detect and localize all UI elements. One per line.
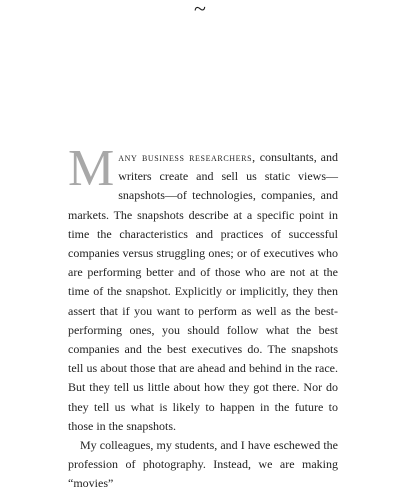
lead-in-small-caps: any business researchers,	[118, 150, 256, 164]
paragraph-2	[68, 436, 338, 494]
paragraph-2-text: My colleagues, my students, and I have eschewed the profession of photography. Instead, we are making “movies”	[68, 438, 338, 491]
paragraph-1-body: consultants, and writers create and sell us static views—snapshots—of technologies, companies, and markets. The snapshots describe at a specific point in time the characteristics and practices of successful companies versus struggling ones; or of executives who are performing better and of those who are not at the time of the snapshot. Explicitly or implicitly, they then assert that if you want to perform as well as the best-performing ones, you should follow what the best companies and the best executives do. The snapshots tell us about those that are ahead and behind in the race. But they tell us little about how they got there. Nor do they tell us what is likely to happen in the future to those in the snapshots.	[68, 150, 338, 433]
ornament-tilde: ~	[194, 0, 206, 21]
paragraph-1	[68, 140, 338, 436]
body-text	[68, 140, 338, 494]
drop-cap: M	[68, 140, 115, 197]
